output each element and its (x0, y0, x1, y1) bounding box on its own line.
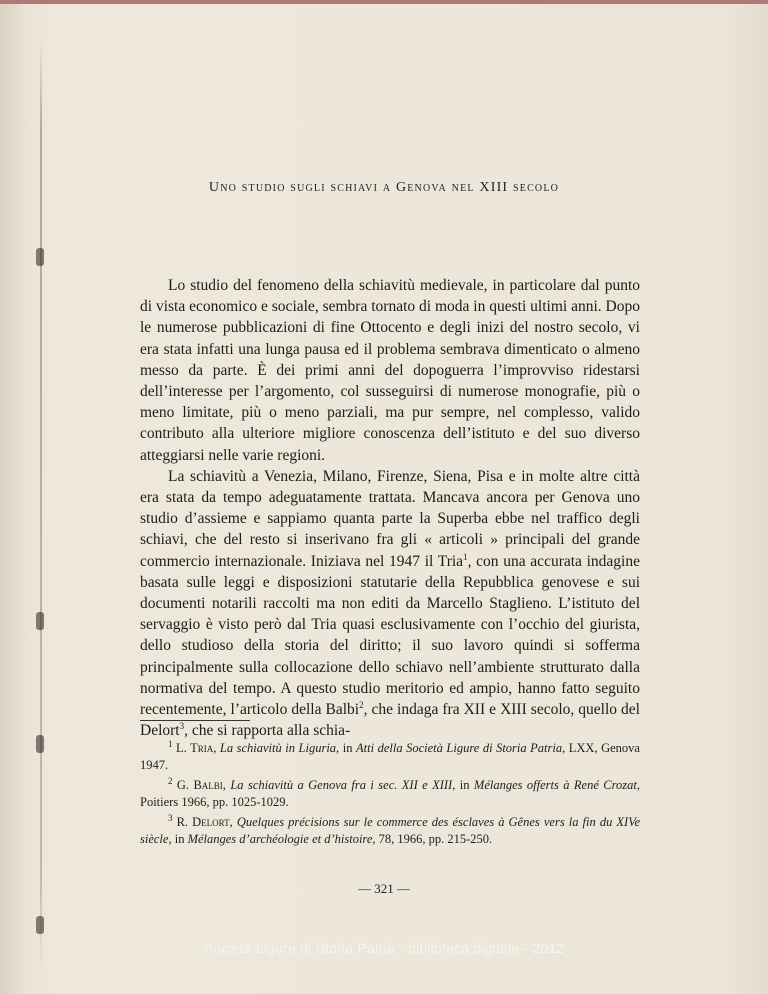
footnote-ref[interactable]: 2 (359, 699, 364, 710)
paragraph-text: , che indaga fra XII e XIII secolo, quello del Delort (140, 701, 640, 740)
footnote-author: L. Tria, (176, 741, 217, 755)
footnote (140, 814, 640, 848)
footnote-number: 1 (168, 738, 173, 749)
footnote-details: 78, 1966, pp. 215-250. (375, 832, 493, 846)
footnote-connector: in (455, 778, 474, 792)
footnote-ref[interactable]: 3 (179, 721, 185, 732)
footnote-number: 3 (168, 812, 173, 823)
footnote-work: La schiavitù a Genova fra i sec. XII e XIII, (230, 778, 456, 792)
binding-mark (36, 916, 44, 934)
footnote (140, 777, 640, 811)
footnotes (140, 740, 640, 851)
footnote-work: Quelques précisions sur le commerce des ésclaves à Gênes vers la fin du XIVe siècle, (140, 815, 641, 846)
footnote-journal: Mélanges offerts à René Crozat, (473, 778, 641, 792)
footnote-journal: Mélanges d’archéologie et d’histoire, (187, 832, 376, 846)
article-body (140, 275, 640, 741)
paragraph-text: , che si rapporta alla schia- (184, 722, 351, 740)
footnote (140, 740, 640, 774)
footnote-connector: in (171, 832, 188, 846)
top-edge-band (0, 0, 768, 4)
binding-mark (36, 735, 44, 753)
page-number: — 321 — (358, 881, 410, 896)
binding-mark (36, 612, 44, 630)
paragraph (140, 466, 640, 742)
binding-mark (36, 248, 44, 266)
footnote-author: R. Delort, (176, 815, 233, 829)
footnote-ref[interactable]: 1 (463, 551, 468, 562)
footnote-journal: Atti della Società Ligure di Storia Patria, (355, 741, 566, 755)
paragraph-text: La schiavitù a Venezia, Milano, Firenze, Siena, Pisa e in molte altre città era stata da tempo adeguatamente trattata. Mancava ancora per Genova uno studio d’assieme e sappiamo quanta parte la Superba ebbe nel traffico degli schiavi, che del resto si inserivano fra gli « articoli » principali del grande commercio internazionale. Iniziava nel 1947 il Tria (140, 467, 640, 570)
paragraph-text: , con una accurata indagine basata sulle leggi e disposizioni statutarie della Repubblica genovese e sui documenti notarili raccolti ma non editi da Marcello Staglieno. L’istituto del servaggio è visto però dal Tria quasi esclusivamente con l’occhio del giurista, dello studioso della storia del diritto; il suo lavoro quindi si sofferma principalmente sulla collocazione dello schiavo nell’ambiente strutturato dalla normativa del tempo. A questo studio meritorio ed ampio, hanno fatto seguito recentemente, l’articolo della Balbi (140, 552, 640, 719)
footnote-details: LXX, Genova 1947. (140, 741, 640, 772)
footnote-connector: in (339, 741, 356, 755)
footnote-details: Poitiers 1966, pp. 1025-1029. (140, 795, 289, 809)
footnote-divider (140, 720, 250, 721)
footnote-author: G. Balbi, (176, 778, 226, 792)
paragraph: Lo studio del fenomeno della schiavitù medievale, in particolare dal punto di vista economico e sociale, sembra tornato di moda in questi ultimi anni. Dopo le numerose pubblicazioni di fine Ottocento e degli inizi del nostro secolo, vi era stata infatti una lunga pausa ed il problema sembrava dimenticato o almeno messo da parte. È dei primi anni del dopoguerra l’improvviso ridestarsi dell’interesse per l’argomento, col susseguirsi di numerose monografie, più o meno limitate, più o meno parziali, ma pur sempre, nel complesso, valido contributo alla ulteriore migliore conoscenza dell’istituto e del suo diverso atteggiarsi nelle varie regioni. (140, 277, 640, 464)
digital-library-watermark: Società Ligure di Storia Patria - biblioteca digitale - 2012 (203, 940, 565, 956)
footnote-work: La schiavitù in Liguria, (219, 741, 340, 755)
footnote-number: 2 (168, 775, 173, 786)
article-title: Uno studio sugli schiavi a Genova nel XIII secolo (208, 180, 560, 195)
